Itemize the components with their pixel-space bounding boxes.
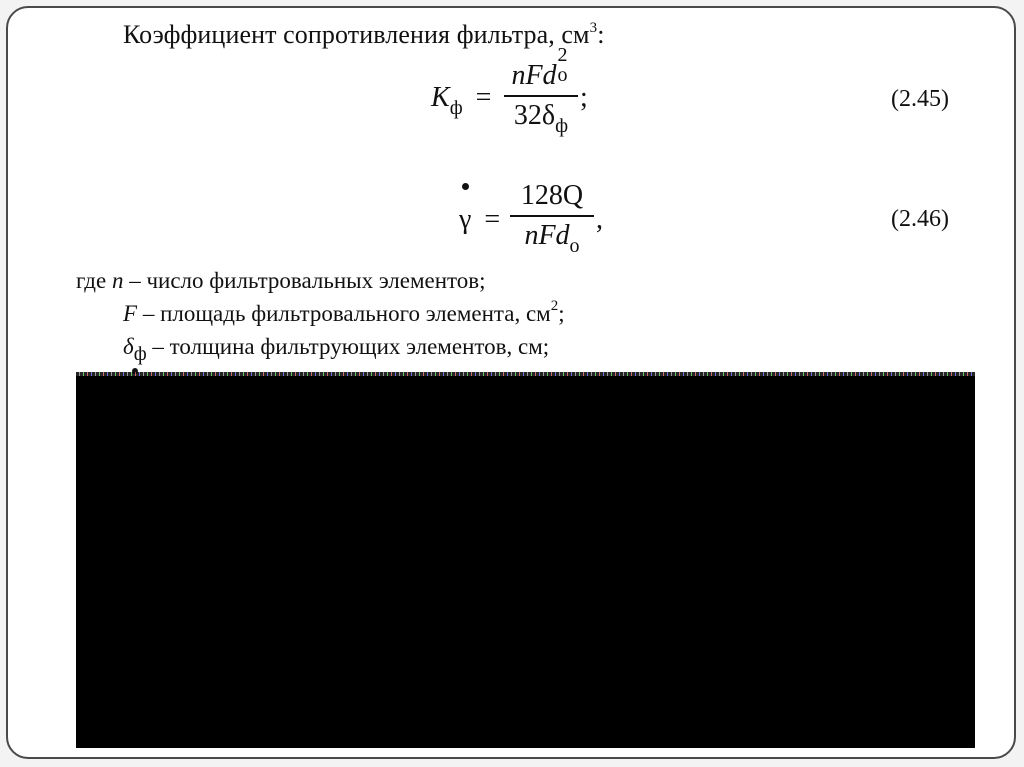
definition-symbol: F (123, 301, 138, 326)
section-heading (123, 20, 605, 50)
eq246-num-text: 128Q (520, 180, 584, 211)
eq246-denominator (510, 220, 594, 258)
definition-text: – толщина фильтрующих элементов, см; (146, 334, 550, 359)
eq245-tail: ; (580, 82, 588, 113)
eq246-den-subscript: о (569, 234, 580, 257)
redacted-black-region (76, 376, 975, 748)
eq245-lhs-subscript: ф (449, 97, 463, 119)
definition-F (123, 298, 565, 327)
definition-tail: ; (558, 301, 565, 326)
equation-number-2-46: (2.46) (891, 206, 949, 232)
heading-superscript: 3 (589, 20, 598, 36)
heading-text: Коэффициент сопротивления фильтра, см (123, 20, 590, 49)
eq245-lhs-symbol: K (431, 82, 450, 113)
eq245-num-text: nFd (511, 60, 557, 91)
definition-text: – число фильтровальных элементов; (123, 268, 486, 293)
definition-delta (123, 334, 549, 366)
eq245-numerator (504, 44, 578, 92)
slide-frame (6, 6, 1016, 759)
equation-2-46-fraction (510, 180, 594, 258)
equation-2-46-lhs (459, 204, 500, 236)
definition-prefix: где (76, 268, 112, 293)
eq245-num-subscript: о (557, 64, 568, 86)
equation-2-45-fraction (504, 44, 578, 138)
eq246-tail: , (596, 204, 603, 235)
definition-text: – площадь фильтровального элемента, см (137, 301, 551, 326)
eq245-equals: = (475, 82, 492, 113)
eq245-fraction-bar (504, 95, 578, 97)
definition-subscript: ф (133, 343, 147, 365)
eq245-den-text: 32δ (513, 99, 556, 131)
heading-colon: : (597, 20, 605, 49)
eq245-num-superscript: 2 (557, 44, 568, 66)
eq246-equals: = (484, 204, 501, 235)
definition-symbol: n (111, 268, 124, 293)
eq245-denominator (504, 100, 578, 138)
definition-n (76, 268, 486, 294)
eq246-lhs-symbol: γ (459, 204, 472, 235)
equation-number-2-45: (2.45) (891, 86, 949, 112)
eq246-numerator (510, 180, 594, 212)
gamma-dot-mark (462, 183, 469, 190)
eq246-den-text: nFd (524, 219, 570, 251)
eq246-fraction-bar (510, 215, 594, 217)
document-page (8, 8, 1016, 759)
equation-2-45-lhs (431, 82, 491, 120)
eq245-den-subscript: ф (555, 114, 569, 137)
eq245-num-script (557, 44, 571, 92)
definition-symbol: δ (123, 334, 134, 359)
definition-superscript: 2 (550, 298, 559, 314)
